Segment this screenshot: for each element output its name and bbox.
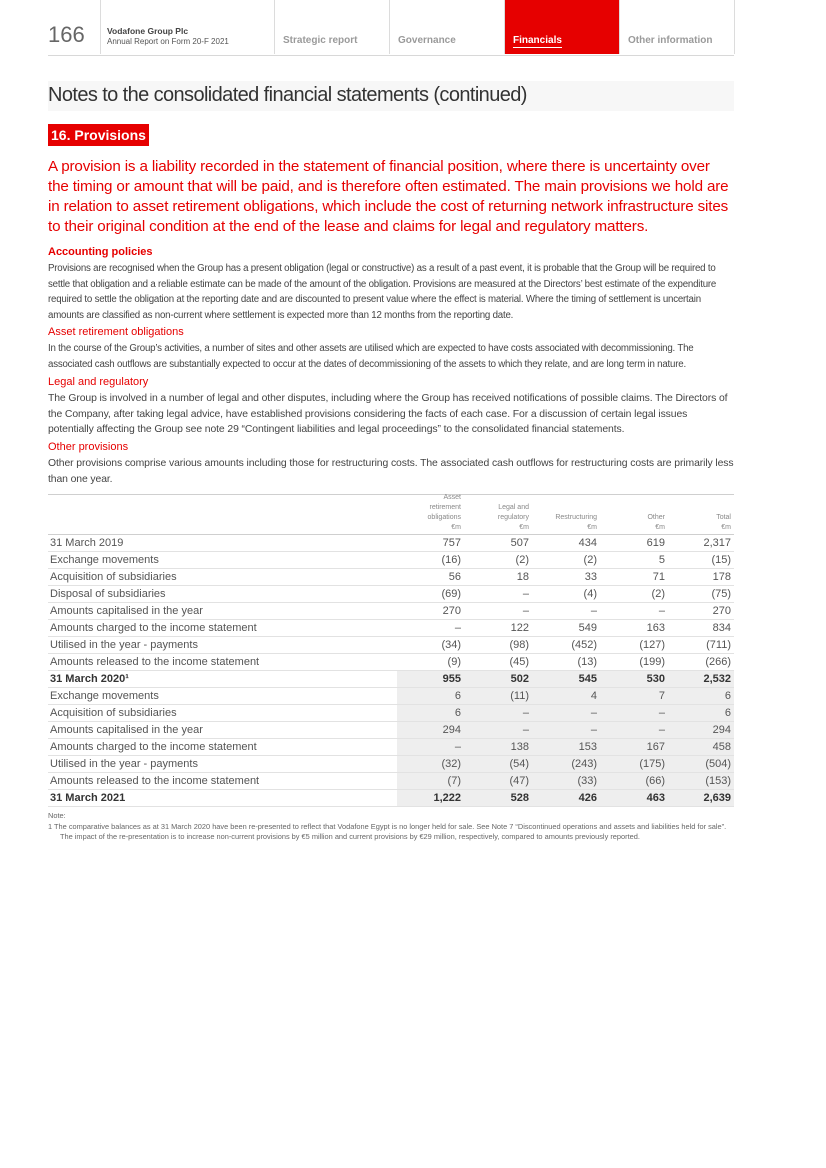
cell-value: 6	[724, 707, 731, 719]
cell-value: (175)	[639, 758, 665, 770]
table-row	[48, 620, 734, 637]
cell-value: –	[454, 622, 461, 634]
cell-value: 71	[652, 571, 665, 583]
row-label: Utilised in the year - payments	[50, 639, 198, 651]
cell-value: 33	[584, 571, 597, 583]
cell-value: (15)	[711, 554, 731, 566]
table-row	[48, 671, 734, 688]
cell-value: 5	[658, 554, 665, 566]
column-header-line: Legal and	[498, 504, 529, 511]
accounting-policies-heading: Accounting policies	[48, 246, 153, 258]
row-label: Utilised in the year - payments	[50, 758, 198, 770]
cell-value: (452)	[571, 639, 597, 651]
cell-value: 619	[646, 537, 665, 549]
cell-value: 530	[646, 673, 665, 685]
cell-value: 294	[712, 724, 731, 736]
cell-value: (711)	[706, 639, 731, 651]
cell-value: (243)	[571, 758, 597, 770]
cell-value: 955	[442, 673, 461, 685]
aro-heading: Asset retirement obligations	[48, 326, 184, 338]
table-row	[48, 756, 734, 773]
cell-value: 6	[724, 690, 731, 702]
column-header-line: regulatory	[497, 514, 529, 521]
cell-value: (266)	[705, 656, 731, 668]
column-header-line: Restructuring	[555, 514, 597, 521]
aro-text: In the course of the Group’s activities, a number of sites and other assets are utilised which are expected to have costs associated with decommissioning. The associated cash outflows are substantially expected to occur at the dates of decommissioning of the assets to which they relate, and are long term in nature.	[48, 343, 694, 370]
cell-value: –	[658, 724, 665, 736]
table-row	[48, 552, 734, 569]
column-header	[595, 513, 665, 533]
cell-value: (153)	[705, 775, 731, 787]
column-header-line: Other	[647, 514, 665, 521]
row-label: 31 March 2021	[50, 792, 126, 804]
column-header-line: obligations	[427, 514, 461, 521]
column-header-line: €m	[587, 524, 597, 531]
cell-value: (66)	[645, 775, 665, 787]
cell-value: (11)	[510, 690, 529, 702]
cell-value: 507	[510, 537, 529, 549]
cell-value: (98)	[509, 639, 529, 651]
legal-text: The Group is involved in a number of legal and other disputes, including where the Group has received notifications of possible claims. The Directors of the Company, after taking legal advice, have established provisions considering the facts of each case. For a discussion of certain legal issues potentially affecting the Group see note 29 “Contingent liabilities and legal proceedings” to the consolidated financial statements.	[48, 393, 728, 435]
tab-strategic-report[interactable]: Strategic report	[274, 0, 389, 54]
cell-value: (54)	[509, 758, 529, 770]
note-label: Note:	[48, 811, 66, 820]
page-number: 166	[48, 22, 85, 47]
table-row	[48, 569, 734, 586]
cell-value: 6	[454, 690, 461, 702]
table-row	[48, 705, 734, 722]
table-row	[48, 654, 734, 671]
table-row	[48, 722, 734, 739]
row-label: Acquisition of subsidiaries	[50, 707, 177, 719]
row-label: Amounts released to the income statement	[50, 656, 260, 668]
cell-value: 502	[510, 673, 529, 685]
cell-value: (34)	[441, 639, 461, 651]
page-title: Notes to the consolidated financial statements (continued)	[48, 81, 734, 111]
cell-value: (2)	[651, 588, 665, 600]
cell-value: –	[590, 605, 597, 617]
cell-value: (127)	[639, 639, 665, 651]
intro-text: A provision is a liability recorded in the statement of financial position, where there is uncertainty over the timing or amount that will be paid, and is therefore often estimated. The main provisions we hold are in relation to asset retirement obligations, which include the cost of returning network infrastructure sites to their original condition at the end of the lease and claims for legal and regulatory matters.	[48, 158, 729, 235]
column-header-line: retirement	[429, 504, 461, 511]
cell-value: (199)	[639, 656, 665, 668]
tab-financials[interactable]: Financials	[504, 0, 619, 54]
cell-value: 178	[712, 571, 731, 583]
table-row	[48, 688, 734, 705]
column-header	[661, 513, 731, 533]
row-label: Disposal of subsidiaries	[50, 588, 166, 600]
row-label: 31 March 2020¹	[50, 673, 129, 685]
cell-value: 2,532	[703, 673, 731, 685]
cell-value: –	[522, 724, 529, 736]
cell-value: 4	[590, 690, 597, 702]
cell-value: 2,639	[703, 792, 731, 804]
cell-value: 138	[510, 741, 529, 753]
cell-value: 834	[712, 622, 731, 634]
cell-value: (4)	[583, 588, 597, 600]
cell-value: (32)	[441, 758, 461, 770]
row-label: 31 March 2019	[50, 537, 124, 549]
cell-value: (33)	[577, 775, 597, 787]
cell-value: –	[658, 707, 665, 719]
footnote-1: 1 The comparative balances as at 31 March 2020 have been re-presented to reflect that Vodafone Egypt is no longer held for sale. See Note 7 “Discontinued operations and assets and liabilities held for sale”. The impact of the re-presentation is to increase non-current provisions by €5 million and current provisions by €29 million, respectively, compared to amounts previously reported.	[48, 821, 727, 841]
tab-governance[interactable]: Governance	[389, 0, 504, 54]
other-text: Other provisions comprise various amounts including those for restructuring costs. The associated cash outflows for restructuring costs are primarily less than one year.	[48, 458, 734, 485]
cell-value: (9)	[447, 656, 461, 668]
cell-value: –	[522, 707, 529, 719]
table-row	[48, 535, 734, 552]
cell-value: 270	[712, 605, 731, 617]
other-heading: Other provisions	[48, 441, 129, 453]
column-header	[459, 503, 529, 533]
column-header-line: €m	[655, 524, 665, 531]
tab-other-information[interactable]: Other information	[619, 0, 735, 54]
cell-value: 18	[516, 571, 529, 583]
cell-value: (504)	[705, 758, 731, 770]
cell-value: 153	[578, 741, 597, 753]
cell-value: 434	[578, 537, 597, 549]
column-header-line: Total	[716, 514, 731, 521]
cell-value: (16)	[441, 554, 461, 566]
accounting-policies-text: Provisions are recognised when the Group has a present obligation (legal or constructive) as a result of a past event, it is probable that the Group will be required to settle that obligation and a reliable estimate can be made of the amount of the obligation. Provisions are measured at the Directors’ best estimate of the expenditure required to settle the obligation at the reporting date and are discounted to present value where the effect is material. Where the timing of settlement is uncertain amounts are classified as non-current where settlement is expected more than 12 months from the reporting date.	[48, 263, 717, 321]
company-block	[100, 0, 279, 54]
row-label: Amounts charged to the income statement	[50, 741, 257, 753]
company-name: Vodafone Group Plc	[107, 26, 189, 36]
table-header	[48, 495, 734, 535]
cell-value: (7)	[447, 775, 461, 787]
section-title: 16. Provisions	[48, 124, 149, 146]
cell-value: (69)	[441, 588, 461, 600]
cell-value: 2,317	[703, 537, 731, 549]
table-row	[48, 773, 734, 790]
table-row	[48, 739, 734, 756]
cell-value: 56	[448, 571, 461, 583]
cell-value: 7	[658, 690, 665, 702]
row-label: Acquisition of subsidiaries	[50, 571, 177, 583]
cell-value: 122	[510, 622, 529, 634]
column-header-line: Asset	[443, 494, 461, 501]
row-label: Amounts capitalised in the year	[50, 724, 203, 736]
row-label: Amounts charged to the income statement	[50, 622, 257, 634]
cell-value: 463	[646, 792, 665, 804]
row-label: Amounts released to the income statement	[50, 775, 260, 787]
table-row	[48, 790, 734, 807]
row-label: Amounts capitalised in the year	[50, 605, 203, 617]
cell-value: 528	[510, 792, 529, 804]
cell-value: 270	[442, 605, 461, 617]
cell-value: –	[658, 605, 665, 617]
report-name: Annual Report on Form 20-F 2021	[107, 37, 229, 46]
cell-value: 458	[712, 741, 731, 753]
table-body	[48, 535, 734, 807]
cell-value: (75)	[711, 588, 731, 600]
table-row	[48, 603, 734, 620]
provisions-table	[48, 494, 734, 807]
cell-value: (47)	[509, 775, 529, 787]
cell-value: 294	[442, 724, 461, 736]
cell-value: 6	[454, 707, 461, 719]
cell-value: 426	[578, 792, 597, 804]
cell-value: 549	[578, 622, 597, 634]
cell-value: 1,222	[433, 792, 461, 804]
page-header	[48, 0, 734, 56]
column-header-line: €m	[451, 524, 461, 531]
cell-value: –	[454, 741, 461, 753]
cell-value: (45)	[509, 656, 529, 668]
cell-value: (2)	[583, 554, 597, 566]
cell-value: 757	[442, 537, 461, 549]
column-header-line: €m	[519, 524, 529, 531]
cell-value: –	[590, 707, 597, 719]
table-row	[48, 637, 734, 654]
cell-value: –	[522, 605, 529, 617]
cell-value: –	[590, 724, 597, 736]
cell-value: 167	[646, 741, 665, 753]
column-header	[391, 493, 461, 533]
column-header	[527, 513, 597, 533]
cell-value: 545	[578, 673, 597, 685]
cell-value: 163	[646, 622, 665, 634]
note-block	[48, 811, 734, 843]
row-label: Exchange movements	[50, 690, 159, 702]
legal-heading: Legal and regulatory	[48, 376, 149, 388]
cell-value: –	[522, 588, 529, 600]
table-row	[48, 586, 734, 603]
cell-value: (2)	[515, 554, 529, 566]
column-header-line: €m	[721, 524, 731, 531]
row-label: Exchange movements	[50, 554, 159, 566]
cell-value: (13)	[577, 656, 597, 668]
